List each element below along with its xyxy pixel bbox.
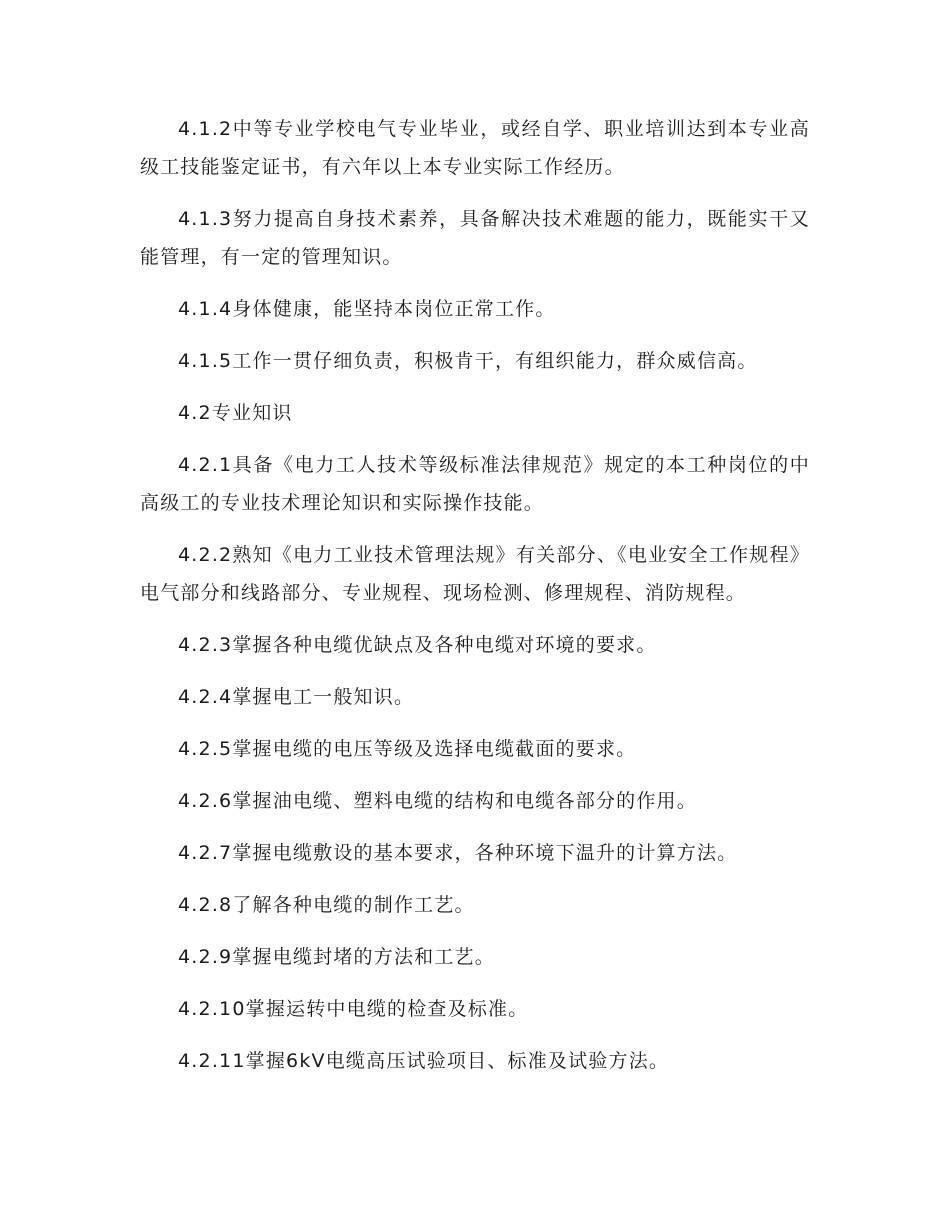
- paragraph-4-2-11: 4.2.11掌握6kV电缆高压试验项目、标准及试验方法。: [178, 1050, 670, 1072]
- paragraph-4-2-7: 4.2.7掌握电缆敷设的基本要求，各种环境下温升的计算方法。: [178, 842, 738, 864]
- paragraph-4-2-6: 4.2.6掌握油电缆、塑料电缆的结构和电缆各部分的作用。: [178, 790, 697, 812]
- paragraph-4-2-1: 4.2.1具备《电力工人技术等级标准法律规范》规定的本工种岗位的中高级工的专业技术理论知识和实际操作技能。: [140, 454, 810, 514]
- paragraph-4-2-8: 4.2.8了解各种电缆的制作工艺。: [178, 894, 475, 916]
- paragraph-4-2-3: 4.2.3掌握各种电缆优缺点及各种电缆对环境的要求。: [178, 634, 657, 656]
- paragraph-4-1-2: 4.1.2中等专业学校电气专业毕业，或经自学、职业培训达到本专业高级工技能鉴定证书，有六年以上本专业实际工作经历。: [140, 118, 810, 178]
- paragraph-4-2-10: 4.2.10掌握运转中电缆的检查及标准。: [178, 998, 529, 1020]
- paragraph-4-2-5: 4.2.5掌握电缆的电压等级及选择电缆截面的要求。: [178, 738, 637, 760]
- paragraph-4-2-9: 4.2.9掌握电缆封堵的方法和工艺。: [178, 946, 495, 968]
- paragraph-4-2-2: 4.2.2熟知《电力工业技术管理法规》有关部分、《电业安全工作规程》电气部分和线路部分、专业规程、现场检测、修理规程、消防规程。: [140, 544, 810, 604]
- paragraph-4-1-5: 4.1.5工作一贯仔细负责，积极肯干，有组织能力，群众威信高。: [178, 350, 758, 372]
- paragraph-4-1-3: 4.1.3努力提高自身技术素养，具备解决技术难题的能力，既能实干又能管理，有一定的管理知识。: [140, 208, 810, 268]
- paragraph-4-2-4: 4.2.4掌握电工一般知识。: [178, 686, 415, 708]
- section-heading-4-2: 4.2专业知识: [178, 402, 293, 424]
- paragraph-4-1-4: 4.1.4身体健康，能坚持本岗位正常工作。: [178, 298, 556, 320]
